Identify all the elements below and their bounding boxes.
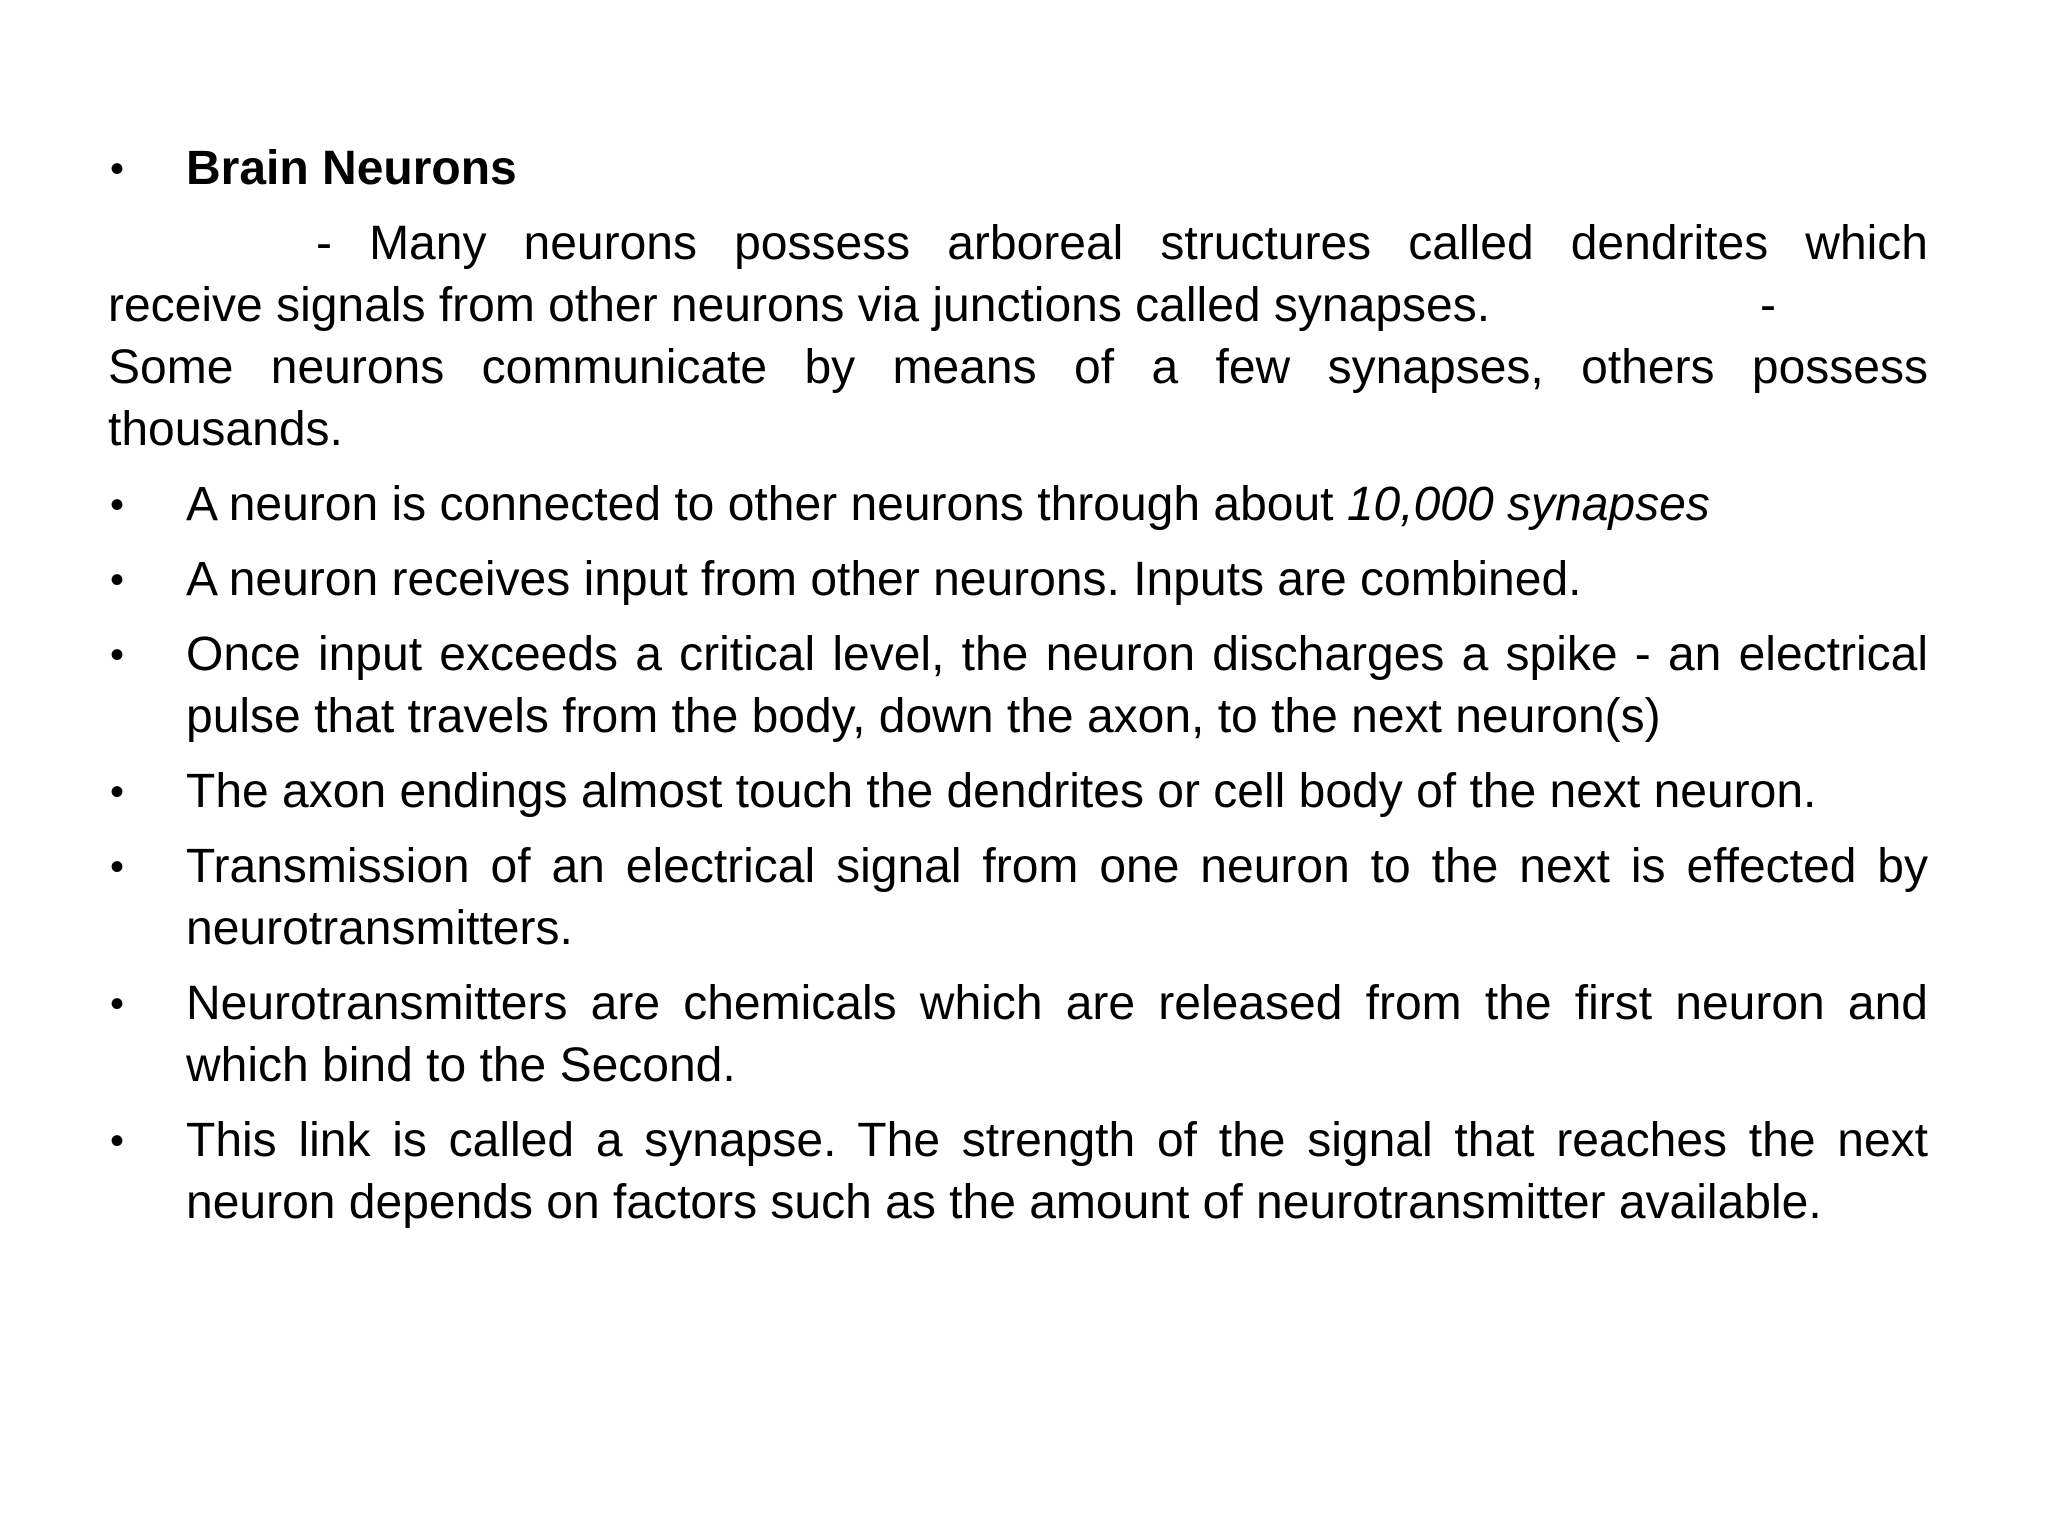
intro-line-1: - Many neurons possess arboreal structures called dendrites which	[316, 217, 1928, 270]
bullet-item	[108, 474, 1928, 536]
bullet-marker: •	[110, 483, 125, 527]
intro-line-2-dash: -	[1760, 279, 1776, 332]
bullet-item	[108, 549, 1928, 611]
heading-item	[108, 138, 1928, 200]
bullet-item	[108, 761, 1928, 823]
intro-paragraph	[108, 213, 1928, 461]
heading-text: Brain Neurons	[186, 142, 517, 195]
intro-line-2-text: receive signals from other neurons via junctions called synapses.	[108, 279, 1491, 332]
bullet-text: Neurotransmitters are chemicals which are released from the first neuron and which bind to the Second.	[186, 977, 1928, 1092]
bullet-marker: •	[110, 845, 125, 889]
bullet-text-regular: A neuron is connected to other neurons through about	[186, 478, 1347, 531]
bullet-text-italic: 10,000 synapses	[1346, 478, 1710, 531]
bullet-text: This link is called a synapse. The strength of the signal that reaches the next neuron depends on factors such as the amount of neurotransmitter available.	[186, 1114, 1928, 1229]
bullet-text	[186, 478, 1710, 531]
slide-content	[108, 138, 1928, 1234]
intro-line-4: thousands.	[108, 403, 343, 456]
bullet-item	[108, 836, 1928, 960]
bullet-text: The axon endings almost touch the dendrites or cell body of the next neuron.	[186, 765, 1817, 818]
bullet-marker: •	[110, 558, 125, 602]
bullet-item	[108, 624, 1928, 748]
intro-line-2	[108, 275, 1928, 337]
bullet-marker: •	[110, 1119, 125, 1163]
bullet-marker: •	[110, 633, 125, 677]
bullet-marker: •	[110, 982, 125, 1026]
bullet-item	[108, 1110, 1928, 1234]
bullet-marker: •	[110, 147, 125, 191]
bullet-text: A neuron receives input from other neurons. Inputs are combined.	[186, 553, 1582, 606]
intro-line-3: Some neurons communicate by means of a few synapses, others possess	[108, 341, 1928, 394]
bullet-text: Once input exceeds a critical level, the neuron discharges a spike - an electrical pulse that travels from the body, down the axon, to the next neuron(s)	[186, 628, 1928, 743]
bullet-text: Transmission of an electrical signal from one neuron to the next is effected by neurotransmitters.	[186, 840, 1928, 955]
bullet-marker: •	[110, 770, 125, 814]
bullet-item	[108, 973, 1928, 1097]
